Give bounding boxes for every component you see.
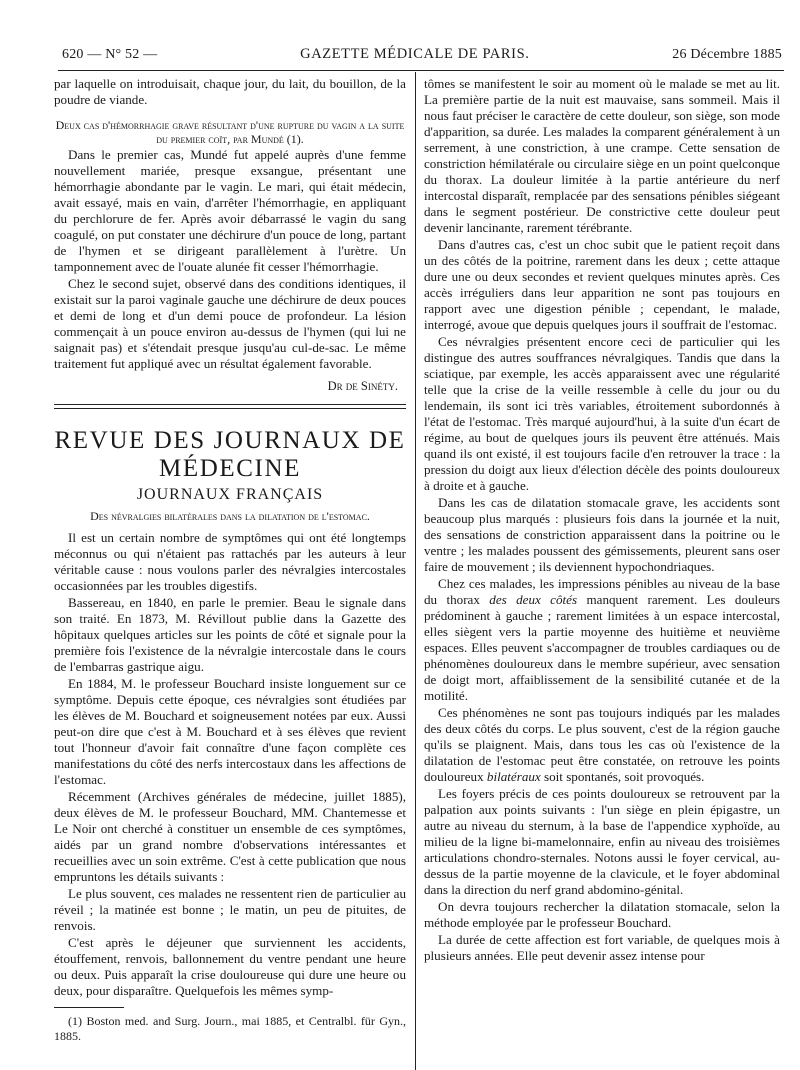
left-column xyxy=(54,76,406,1045)
paragraph: Dans le premier cas, Mundé fut appelé auprès d'une femme nouvellement mariée, presque exsangue, présentant une hémorrhagie abondante par le vagin. Le mari, qui était médecin, avait essayé, mais en vain, d'arrêter l'hémorrhagie, en appliquant du perchlorure de fer. Après avoir débarrassé le vagin du sang coagulé, on put constater une déchirure d'un pouce de long, partant de l'hymen et se dirigeant parallèlement à l'urètre. Un tamponnement avec de l'ouate alunée fit cesser l'hémorrhagie. xyxy=(54,147,406,274)
paragraph: Dans d'autres cas, c'est un choc subit que le patient reçoit dans un des côtés de la poitrine, rarement dans les deux ; cette attaque dure une ou deux secondes et revient quelques minutes après. Ces accès irréguliers dans leur apparition ne sont pas toujours en rapport avec une digestion pénible ; cependant, le malade, interrogé, avoue que depuis quelques jours il souffrait de l'estomac. xyxy=(424,237,780,332)
signature: Dr de Sinéty. xyxy=(327,379,398,393)
section-divider xyxy=(54,404,406,409)
paragraph: Chez le second sujet, observé dans des conditions identiques, il existait sur la paroi vaginale gauche une déchirure de deux pouces et demi de long et d'un demi pouce de profondeur. La lésion commençait à un pouce environ au-dessus de l'hymen (qui lui ne saignait pas) et s'étendait presque jusqu'au cul-de-sac. Le même traitement fut appliqué avec un résultat également favorable. xyxy=(54,276,406,371)
paragraph: Dans les cas de dilatation stomacale grave, les accidents sont beaucoup plus marqués : plusieurs fois dans la journée et la nuit, des sensations de constriction apparaissent dans la poitrine ou le ventre ; les malades poussent des gémissements, pleurent sans oser faire de mouvement ; ils deviennent hypochondriaques. xyxy=(424,495,780,574)
journal-title: GAZETTE MÉDICALE DE PARIS. xyxy=(300,46,530,62)
paragraph: La durée de cette affection est fort variable, de quelques mois à plusieurs années. Elle peut devenir assez intense pour xyxy=(424,932,780,963)
emphasis: des deux côtés xyxy=(489,592,578,607)
article-title: Des névralgies bilatérales dans la dilatation de l'estomac. xyxy=(90,509,370,523)
journaux-subtitle: JOURNAUX FRANÇAIS xyxy=(136,486,324,503)
paragraph: par laquelle on introduisait, chaque jour, du lait, du bouillon, de la poudre de viande. xyxy=(54,76,406,107)
text-run: soit spontanés, soit provoqués. xyxy=(540,769,705,784)
right-column xyxy=(424,76,780,965)
footnote: (1) Boston med. and Surg. Journ., mai 1885, et Centralbl. für Gyn., 1885. xyxy=(54,1014,406,1043)
footnote-rule xyxy=(54,1007,124,1008)
paragraph xyxy=(424,576,780,704)
revue-title: REVUE DES JOURNAUX DE MÉDECINE xyxy=(54,427,406,482)
running-head xyxy=(62,46,782,68)
paragraph: Récemment (Archives générales de médecine, juillet 1885), deux élèves de M. le professeur Bouchard, MM. Chantemesse et Le Noir ont cherché à constituer un ensemble de ces symptômes, aidés par un grand nombre d'observations intéressantes et recueillies avec un soin extrême. C'est à cette publication que nous empruntons les détails suivants : xyxy=(54,789,406,884)
paragraph: Bassereau, en 1840, en parle le premier. Beau le signale dans son traité. En 1873, M. Révillout publie dans la Gazette des hôpitaux quelques articles sur les points de côté et signale pour la première fois l'existence de la névralgie intercostale dans le cours de l'embarras gastrique aigu. xyxy=(54,595,406,674)
paragraph: C'est après le déjeuner que surviennent les accidents, étouffement, renvois, ballonnement du ventre pendant une heure ou deux. Puis apparaît la crise douloureuse qui dure une heure ou deux, pour disparaître. Quelquefois les mêmes symp- xyxy=(54,935,406,998)
text-run: manquent rarement. Les douleurs prédominent à gauche ; rarement limitées à un espace intercostal, elles siègent vers la partie moyenne des huitième et neuvième espaces. Elles peuvent s'accompagner de troubles cardiaques ou de phénomènes douloureux dans le membre supérieur, avec sensation de doigt mort, affaiblissement de la sensibilité cutanée et de la motilité. xyxy=(424,592,780,703)
paragraph: Ces névralgies présentent encore ceci de particulier qui les distingue des autres souffrances névralgiques. Tandis que dans la sciatique, par exemple, les accès apparaissent avec une régularité telle que la crise de la veille ressemble à celle du jour ou du lendemain, ils sont ici très variables, étroitement subordonnés à l'état de l'estomac. Très marqué aujourd'hui, à la suite d'un écart de régime, au bout de quelques jours ils peuvent être atténués. Mais quand ils ont existé, il est toujours facile d'en retrouver la trace : la pression du doigt aux lieux d'élection décèle des points douloureux à droite et à gauche. xyxy=(424,334,780,493)
column-rule xyxy=(415,72,416,1070)
section-title: Deux cas d'hémorrhagie grave résultant d'une rupture du vagin a la suite du premier coït, par Mundé (1). xyxy=(55,118,405,146)
paragraph: Les foyers précis de ces points douloureux se retrouvent par la palpation aux points suivants : l'un siège en plein épigastre, un autre au niveau du sternum, à la base de l'appendice xyphoïde, au milieu de la ligne bi-mamelonnaire, enfin au niveau des troisièmes articulations chondro-sternales. Notons aussi le foyer cervical, au-dessus de la partie moyenne de la clavicule, et le foyer abdominal dans la direction du nerf grand abdomino-génital. xyxy=(424,786,780,897)
paragraph: En 1884, M. le professeur Bouchard insiste longuement sur ce symptôme. Depuis cette époque, ces névralgies sont étudiées par les élèves de M. Bouchard et soigneusement notées par eux. Aussi peut-on dire que c'est à M. Bouchard et à ses élèves que revient tout l'honneur d'avoir fait connaître d'une façon complète ces manifestations du côté des nerfs intercostaux dans les affections de l'estomac. xyxy=(54,676,406,787)
emphasis: bilatéraux xyxy=(486,769,541,784)
paragraph: tômes se manifestent le soir au moment où le malade se met au lit. La première partie de la nuit est mauvaise, sans sommeil. Mais il nous faut préciser le caractère de cette douleur, son siège, son mode d'apparition, sa durée. Les malades la comparent généralement à un serrement, à une constriction, à une crampe. Cette sensation de constriction hémilatérale ou circulaire siège en un point quelconque du thorax. La douleur limitée à la partie antérieure du nerf intercostal disparaît, remplacée par des sensations pénibles siégeant dans le segment postérieur. De constrictive cette douleur peut devenir lancinante, rarement térébrante. xyxy=(424,76,780,235)
paragraph: On devra toujours rechercher la dilatation stomacale, selon la méthode employée par le professeur Bouchard. xyxy=(424,899,780,930)
text-run: Ces phénomènes ne sont pas toujours indiqués par les malades des deux côtés du corps. Le plus souvent, c'est de la région gauche qu'ils se plaignent. Mais, dans tous les cas où l'existence de la dilatation de l'estomac peut être constatée, on retrouve les points douloureux xyxy=(424,705,780,784)
page-number-group xyxy=(62,47,157,63)
paragraph xyxy=(424,705,780,785)
paragraph: Il est un certain nombre de symptômes qui ont été longtemps méconnus ou qui n'étaient pas rattachés par les auteurs à leur véritable cause : nous voulons parler des névralgies intercostales occasionnées par les troubles digestifs. xyxy=(54,530,406,593)
issue-date: 26 Décembre 1885 xyxy=(672,47,782,62)
text-run: Chez ces malades, les impressions pénibles au niveau de la base du thorax xyxy=(424,576,780,607)
page-number: 620 xyxy=(62,47,84,62)
header-rule xyxy=(58,70,784,71)
journal-page xyxy=(44,40,780,1062)
paragraph: Le plus souvent, ces malades ne ressentent rien de particulier au réveil ; la matinée est bonne ; le matin, un peu de pituites, de renvois. xyxy=(54,886,406,933)
issue-number: — N° 52 — xyxy=(87,47,158,62)
